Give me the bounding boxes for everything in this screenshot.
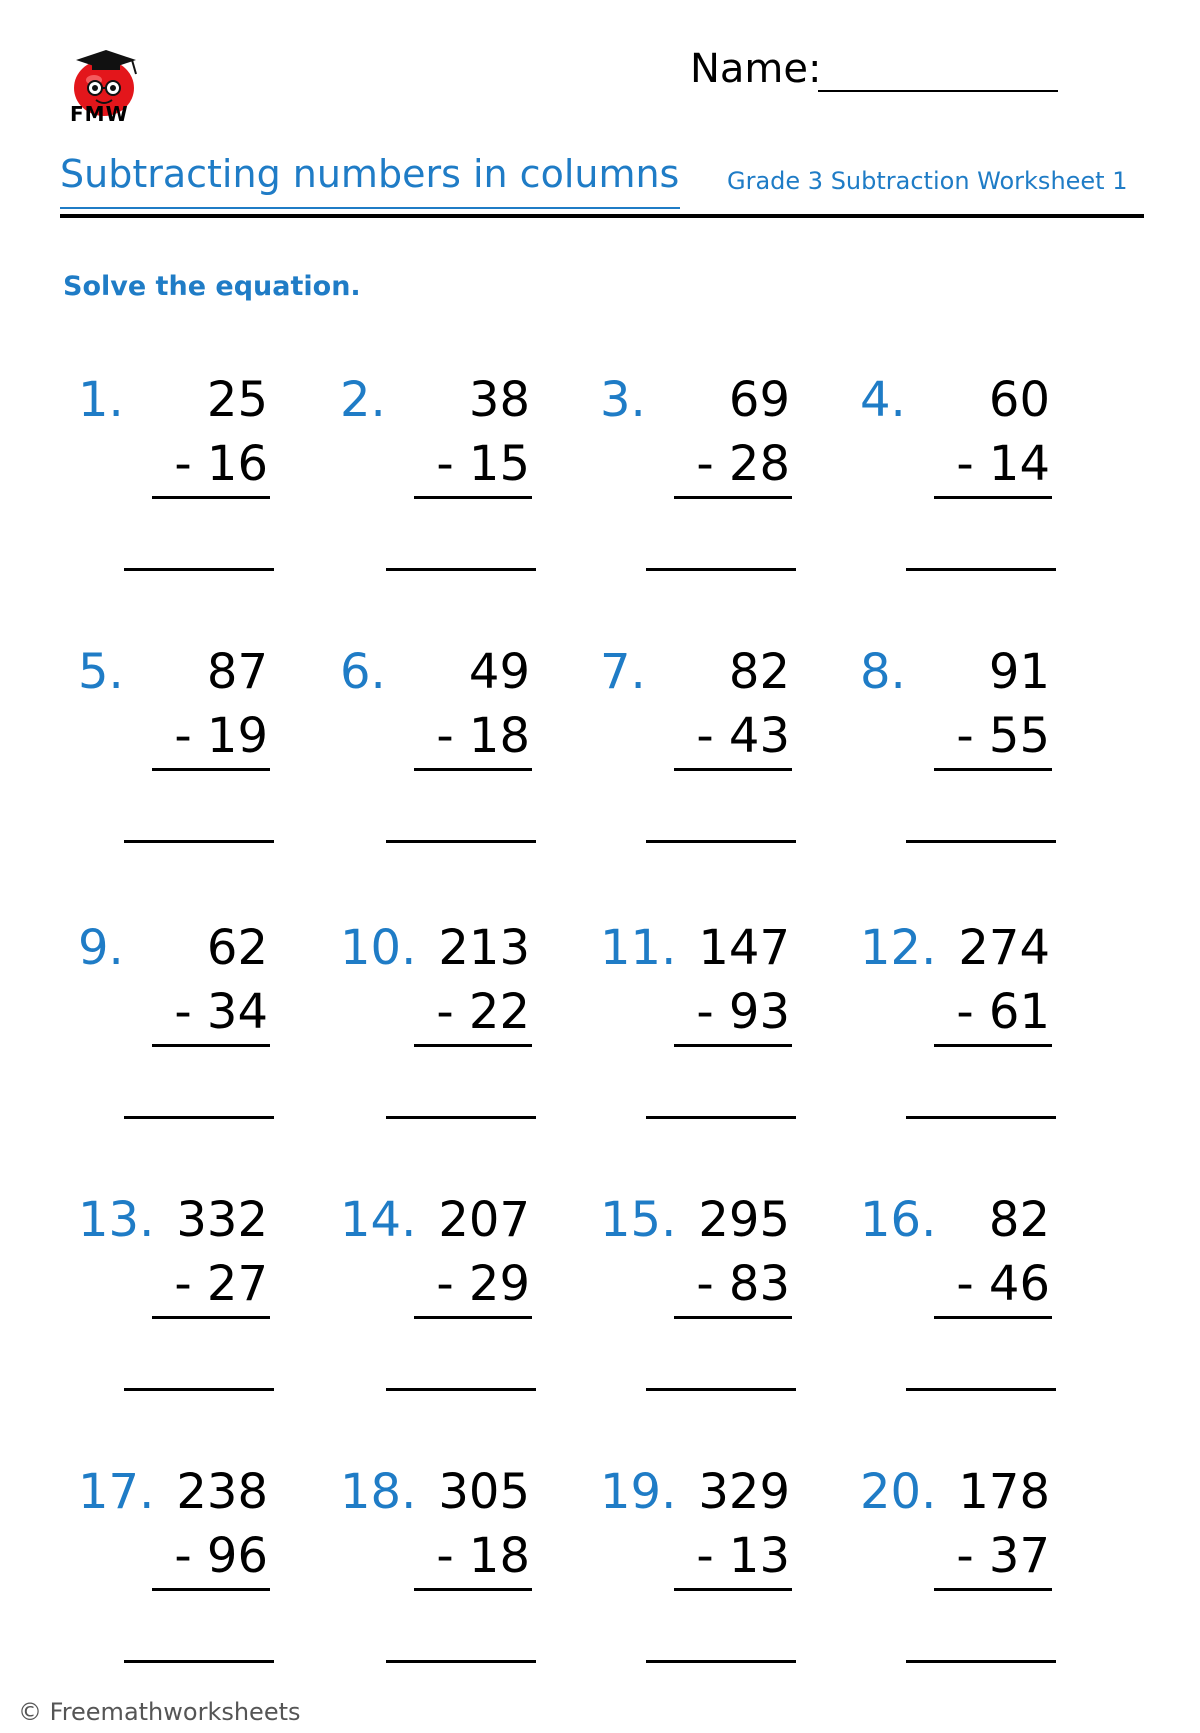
subtrahend: - 61 (956, 984, 1050, 1040)
minuend: 274 (958, 920, 1050, 976)
answer-line[interactable] (124, 1388, 274, 1391)
minuend: 207 (438, 1192, 530, 1248)
problem-number: 12. (860, 920, 937, 976)
subtrahend: - 29 (436, 1256, 530, 1312)
operation-line (934, 1044, 1052, 1047)
problem-number: 14. (340, 1192, 417, 1248)
operation-line (414, 1316, 532, 1319)
problem-item (860, 644, 1110, 864)
answer-line[interactable] (124, 1116, 274, 1119)
problem-number: 2. (340, 372, 386, 428)
operation-line (674, 768, 792, 771)
problem-item (340, 644, 590, 864)
problem-number: 10. (340, 920, 417, 976)
problem-item (78, 372, 328, 592)
operation-line (674, 1316, 792, 1319)
subtrahend: - 43 (696, 708, 790, 764)
operation-line (674, 1588, 792, 1591)
subtrahend: - 13 (696, 1528, 790, 1584)
operation-line (934, 768, 1052, 771)
minuend: 332 (176, 1192, 268, 1248)
problem-item (78, 920, 328, 1140)
answer-line[interactable] (906, 840, 1056, 843)
problem-item (340, 920, 590, 1140)
minuend: 87 (206, 644, 268, 700)
minuend: 147 (698, 920, 790, 976)
subtrahend: - 96 (174, 1528, 268, 1584)
subtrahend: - 83 (696, 1256, 790, 1312)
minuend: 62 (206, 920, 268, 976)
operation-line (934, 1588, 1052, 1591)
minuend: 69 (728, 372, 790, 428)
minuend: 60 (988, 372, 1050, 428)
problem-number: 18. (340, 1464, 417, 1520)
problem-item (340, 372, 590, 592)
problem-item (600, 372, 850, 592)
operation-line (152, 768, 270, 771)
operation-line (674, 496, 792, 499)
operation-line (414, 496, 532, 499)
answer-line[interactable] (124, 1660, 274, 1663)
worksheet-subtitle: Grade 3 Subtraction Worksheet 1 (727, 167, 1128, 195)
operation-line (414, 1588, 532, 1591)
minuend: 49 (468, 644, 530, 700)
answer-line[interactable] (646, 568, 796, 571)
minuend: 38 (468, 372, 530, 428)
title-underline (60, 207, 680, 209)
subtrahend: - 28 (696, 436, 790, 492)
subtrahend: - 22 (436, 984, 530, 1040)
operation-line (414, 768, 532, 771)
minuend: 178 (958, 1464, 1050, 1520)
name-label: Name: (690, 46, 822, 92)
answer-line[interactable] (386, 1660, 536, 1663)
minuend: 329 (698, 1464, 790, 1520)
subtrahend: - 37 (956, 1528, 1050, 1584)
answer-line[interactable] (646, 1388, 796, 1391)
problem-number: 13. (78, 1192, 155, 1248)
subtrahend: - 15 (436, 436, 530, 492)
answer-line[interactable] (386, 1388, 536, 1391)
operation-line (934, 1316, 1052, 1319)
minuend: 305 (438, 1464, 530, 1520)
minuend: 91 (988, 644, 1050, 700)
problem-number: 1. (78, 372, 124, 428)
copyright-footer: © Freemathworksheets (18, 1698, 301, 1726)
problem-item (78, 1192, 328, 1412)
answer-line[interactable] (906, 1660, 1056, 1663)
minuend: 82 (988, 1192, 1050, 1248)
instruction-text: Solve the equation. (63, 271, 361, 302)
problem-item (600, 1192, 850, 1412)
problem-number: 11. (600, 920, 677, 976)
problem-item (860, 1464, 1110, 1684)
minuend: 25 (206, 372, 268, 428)
minuend: 82 (728, 644, 790, 700)
operation-line (152, 1316, 270, 1319)
problem-number: 20. (860, 1464, 937, 1520)
problem-number: 9. (78, 920, 124, 976)
answer-line[interactable] (124, 568, 274, 571)
problem-number: 8. (860, 644, 906, 700)
problem-number: 4. (860, 372, 906, 428)
minuend: 238 (176, 1464, 268, 1520)
problem-number: 15. (600, 1192, 677, 1248)
operation-line (934, 496, 1052, 499)
subtrahend: - 16 (174, 436, 268, 492)
problem-number: 7. (600, 644, 646, 700)
answer-line[interactable] (386, 568, 536, 571)
problem-number: 17. (78, 1464, 155, 1520)
problem-item (860, 920, 1110, 1140)
problem-item (600, 644, 850, 864)
subtrahend: - 93 (696, 984, 790, 1040)
problem-item (78, 644, 328, 864)
name-input-line[interactable] (818, 90, 1058, 92)
subtrahend: - 14 (956, 436, 1050, 492)
answer-line[interactable] (646, 840, 796, 843)
problem-item (600, 1464, 850, 1684)
subtrahend: - 27 (174, 1256, 268, 1312)
operation-line (152, 1044, 270, 1047)
operation-line (152, 496, 270, 499)
operation-line (674, 1044, 792, 1047)
subtrahend: - 34 (174, 984, 268, 1040)
problem-number: 3. (600, 372, 646, 428)
subtrahend: - 46 (956, 1256, 1050, 1312)
answer-line[interactable] (386, 1116, 536, 1119)
problem-item (340, 1464, 590, 1684)
subtrahend: - 55 (956, 708, 1050, 764)
answer-line[interactable] (646, 1116, 796, 1119)
problem-number: 16. (860, 1192, 937, 1248)
problem-number: 6. (340, 644, 386, 700)
subtrahend: - 19 (174, 708, 268, 764)
problem-item (860, 1192, 1110, 1412)
answer-line[interactable] (646, 1660, 796, 1663)
answer-line[interactable] (124, 840, 274, 843)
problem-item (78, 1464, 328, 1684)
operation-line (414, 1044, 532, 1047)
answer-line[interactable] (906, 568, 1056, 571)
problem-item (340, 1192, 590, 1412)
problem-number: 19. (600, 1464, 677, 1520)
problem-item (600, 920, 850, 1140)
minuend: 213 (438, 920, 530, 976)
answer-line[interactable] (906, 1388, 1056, 1391)
problem-number: 5. (78, 644, 124, 700)
worksheet-title: Subtracting numbers in columns (60, 152, 680, 196)
minuend: 295 (698, 1192, 790, 1248)
answer-line[interactable] (386, 840, 536, 843)
problem-item (860, 372, 1110, 592)
operation-line (152, 1588, 270, 1591)
answer-line[interactable] (906, 1116, 1056, 1119)
logo-text: FMW (70, 102, 129, 126)
subtrahend: - 18 (436, 1528, 530, 1584)
header-divider (60, 214, 1144, 218)
subtrahend: - 18 (436, 708, 530, 764)
